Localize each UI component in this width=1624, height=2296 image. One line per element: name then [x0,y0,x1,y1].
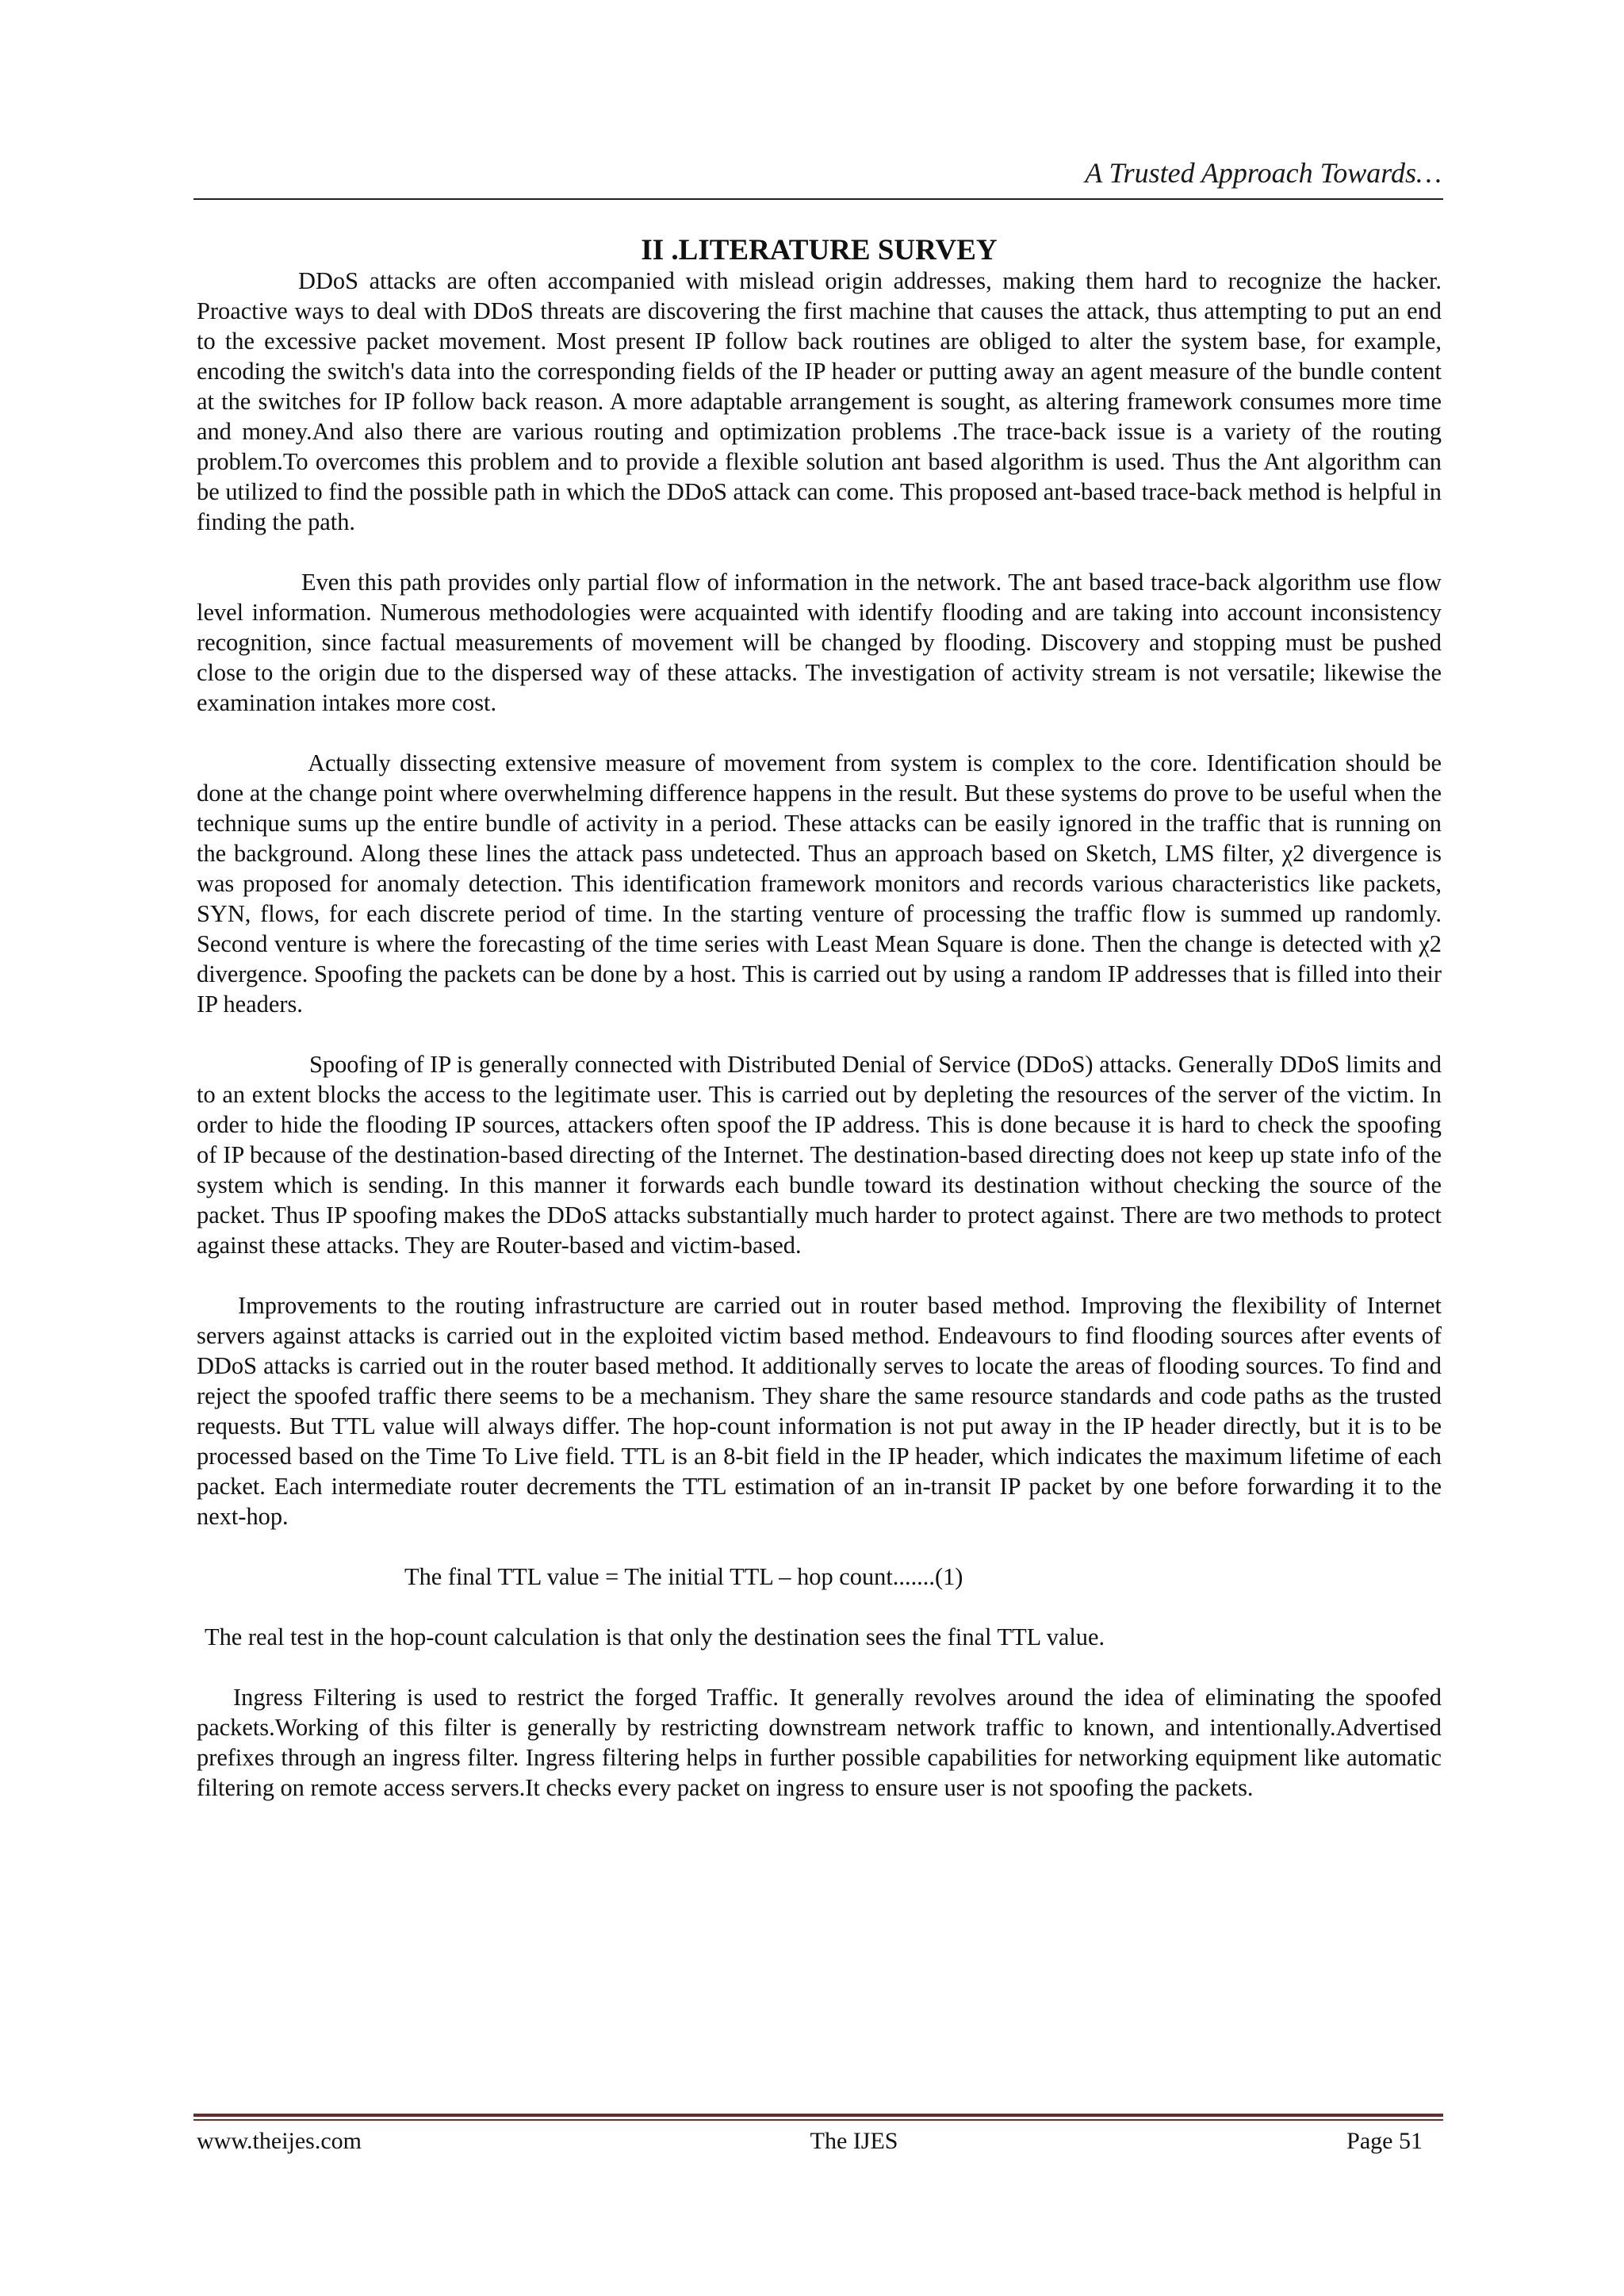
equation-remark: The real test in the hop-count calculation is that only the destination sees the final TTL value. [205,1623,1105,1650]
header-rule [193,198,1443,200]
footer-website: www.theijes.com [197,2128,362,2154]
paragraph-2-text: Even this path provides only partial flow of information in the network. The ant based trace-back algorithm use flow level information. Numerous methodologies were acquainted with identify flooding and are taking into account inconsistency recognition, since factual measurements of movement will be changed by flooding. Discovery and stopping must be pushed close to the origin due to the dispersed way of these attacks. The investigation of activity stream is not versatile; likewise the examination intakes more cost. [197,569,1442,716]
paragraph-ingress-text: Ingress Filtering is used to restrict the forged Traffic. It generally revolves around the idea of eliminating the spoofed packets.Working of this filter is generally by restricting downstream network traffic to known, and intentionally.Advertised prefixes through an ingress filter. Ingress filtering helps in further possible capabilities for networking equipment like automatic filtering on remote access servers.It checks every packet on ingress to ensure user is not spoofing the packets. [197,1684,1442,1801]
paragraph-4 [197,1049,1442,1260]
paragraph-3 [197,748,1442,1019]
page-footer [197,2125,1423,2157]
paragraph-5 [197,1290,1442,1531]
paragraph-1 [197,266,1442,537]
paragraph-4-text: Spoofing of IP is generally connected with Distributed Denial of Service (DDoS) attacks. Generally DDoS limits and to an extent blocks the access to the legitimate user. This is carried out by depleting the resources of the server of the victim. In order to hide the flooding IP sources, attackers often spoof the IP address. This is done because it is hard to check the spoofing of IP because of the destination-based directing of the Internet. The destination-based directing does not keep up state info of the system which is sending. In this manner it forwards each bundle toward its destination without checking the source of the packet. Thus IP spoofing makes the DDoS attacks substantially much harder to protect against. There are two methods to protect against these attacks. They are Router-based and victim-based. [197,1051,1442,1259]
running-title: A Trusted Approach Towards… [1085,157,1442,189]
section-heading: II .LITERATURE SURVEY [641,234,998,266]
footer-rule-thin [193,2119,1443,2121]
paragraph-5-text: Improvements to the routing infrastructure are carried out in router based method. Improving the flexibility of Internet servers against attacks is carried out in the exploited victim based method. Endeavours to find flooding sources after events of DDoS attacks is carried out in the router based method. It additionally serves to locate the areas of flooding sources. To find and reject the spoofed traffic there seems to be a mechanism. They share the same resource standards and code paths as the trusted requests. But TTL value will always differ. The hop-count information is not put away in the IP header directly, but it is to be processed based on the Time To Live field. TTL is an 8-bit field in the IP header, which indicates the maximum lifetime of each packet. Each intermediate router decrements the TTL estimation of an in-transit IP packet by one before forwarding it to the next-hop. [197,1292,1442,1530]
equation-1: The final TTL value = The initial TTL – hop count.......(1) [404,1563,963,1590]
paragraph-3-text: Actually dissecting extensive measure of movement from system is complex to the core. Identification should be done at the change point where overwhelming difference happens in the result. But these systems do prove to be useful when the technique sums up the entire bundle of activity in a period. These attacks can be easily ignored in the traffic that is running on the background. Along these lines the attack pass undetected. Thus an approach based on Sketch, LMS filter, χ2 divergence is was proposed for anomaly detection. This identification framework monitors and records various characteristics like packets, SYN, flows, for each discrete period of time. In the starting venture of processing the traffic flow is summed up randomly. Second venture is where the forecasting of the time series with Least Mean Square is done. Then the change is detected with χ2 divergence. Spoofing the packets can be done by a host. This is carried out by using a random IP addresses that is filled into their IP headers. [197,749,1442,1018]
paragraph-2 [197,567,1442,718]
paragraph-1-text: DDoS attacks are often accompanied with mislead origin addresses, making them hard to recognize the hacker. Proactive ways to deal with DDoS threats are discovering the first machine that causes the attack, thus attempting to put an end to the excessive packet movement. Most present IP follow back routines are obliged to alter the system base, for example, encoding the switch's data into the corresponding fields of the IP header or putting away an agent measure of the bundle content at the switches for IP follow back reason. A more adaptable arrangement is sought, as altering framework consumes more time and money.And also there are various routing and optimization problems .The trace-back issue is a variety of the routing problem.To overcomes this problem and to provide a flexible solution ant based algorithm is used. Thus the Ant algorithm can be utilized to find the possible path in which the DDoS attack can come. This proposed ant-based trace-back method is helpful in finding the path. [197,267,1442,535]
article-body [197,266,1442,1803]
paragraph-ingress [197,1682,1442,1803]
footer-rule-thick [193,2114,1443,2117]
footer-page-number: Page 51 [1346,2128,1423,2154]
footer-journal: The IJES [810,2128,898,2154]
